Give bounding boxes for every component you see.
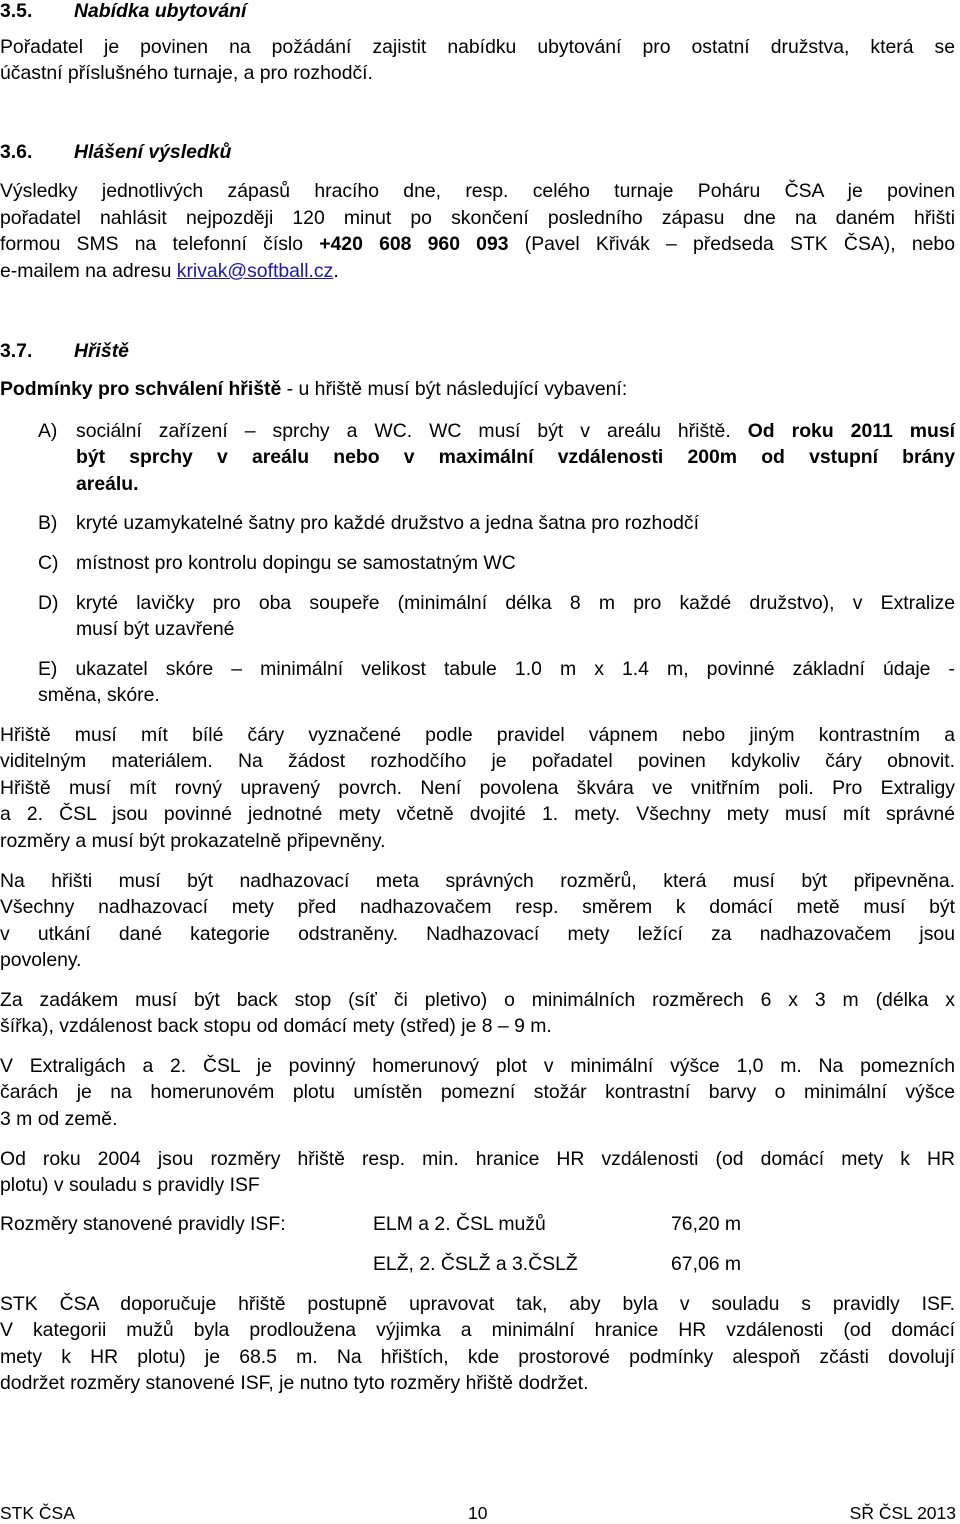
- section-title: Hlášení výsledků: [74, 141, 232, 163]
- item-e-line: směna, skóre.: [38, 684, 160, 706]
- item-a-line: být sprchy v areálu nebo v maximální vzdálenosti 200m od vstupní brány: [76, 446, 955, 468]
- item-a-line: areálu.: [76, 473, 139, 495]
- paragraph-line: viditelným materiálem. Na žádost rozhodčího je pořadatel povinen kdykoliv čáry obnovit.: [0, 750, 955, 772]
- dims-category: ELŽ, 2. ČSLŽ a 3.ČSLŽ: [373, 1253, 578, 1275]
- dims-value: 67,06 m: [671, 1253, 742, 1275]
- phone-number: +420 608 960 093: [319, 233, 509, 255]
- item-d-line: kryté lavičky pro oba soupeře (minimální délka 8 m pro každé družstvo), v Extralize: [76, 592, 955, 614]
- item-b-text: kryté uzamykatelné šatny pro každé družstvo a jedna šatna pro rozhodčí: [76, 512, 699, 534]
- footer-left: STK ČSA: [0, 1503, 75, 1523]
- text-span: .: [333, 260, 339, 282]
- section-title: Hřiště: [74, 340, 129, 362]
- item-label-d: D): [38, 592, 59, 614]
- item-label-a: A): [38, 420, 58, 442]
- dims-category: ELM a 2. ČSL mužů: [373, 1213, 546, 1235]
- paragraph-line: STK ČSA doporučuje hřiště postupně upravovat tak, aby byla v souladu s pravidly ISF.: [0, 1293, 955, 1315]
- text-span: (Pavel Křivák – předseda STK ČSA), nebo: [508, 233, 955, 255]
- paragraph-line: [0, 233, 955, 256]
- paragraph-line: 3 m od země.: [0, 1108, 118, 1130]
- dims-value: 76,20 m: [671, 1213, 742, 1235]
- paragraph-line: Všechny nadhazovací mety před nadhazovačem resp. směrem k domácí metě musí být: [0, 896, 955, 918]
- paragraph-line: Na hřišti musí být nadhazovací meta správných rozměrů, která musí být připevněna.: [0, 870, 955, 892]
- paragraph-line: Hřiště musí mít bílé čáry vyznačené podle pravidel vápnem nebo jiným kontrastním a: [0, 724, 955, 746]
- section-title: Nabídka ubytování: [74, 0, 247, 22]
- item-d-line: musí být uzavřené: [76, 618, 235, 640]
- intro-bold: Podmínky pro schválení hřiště: [0, 378, 282, 400]
- paragraph-line: šířka), vzdálenost back stopu od domácí mety (střed) je 8 – 9 m.: [0, 1015, 552, 1037]
- intro-line: [0, 378, 627, 401]
- section-number: 3.5.: [0, 0, 33, 22]
- text-span: sociální zařízení – sprchy a WC. WC musí být v areálu hřiště.: [76, 420, 748, 442]
- paragraph-line: Pořadatel je povinen na požádání zajistit nabídku ubytování pro ostatní družstva, která se: [0, 36, 955, 58]
- dims-label: Rozměry stanovené pravidly ISF:: [0, 1213, 286, 1235]
- paragraph-line: Za zadákem musí být back stop (síť či pletivo) o minimálních rozměrech 6 x 3 m (délka x: [0, 989, 955, 1011]
- footer-page-number: 10: [468, 1503, 488, 1523]
- intro-rest: - u hřiště musí být následující vybavení:: [281, 378, 628, 400]
- section-heading-3-6: [0, 141, 231, 164]
- section-heading-3-5: [0, 0, 246, 23]
- email-link[interactable]: krivak@softball.cz: [176, 260, 334, 282]
- text-span-bold: Od roku 2011 musí: [747, 420, 955, 442]
- section-heading-3-7: [0, 340, 129, 363]
- paragraph-line: a 2. ČSL jsou povinné jednotné mety včetně dvojité 1. mety. Všechny mety musí mít správné: [0, 803, 955, 825]
- paragraph-line: Hřiště musí mít rovný upravený povrch. Není povolena škvára ve vnitřním poli. Pro Extraligy: [0, 777, 955, 799]
- paragraph-line: Od roku 2004 jsou rozměry hřiště resp. min. hranice HR vzdálenosti (od domácí mety k HR: [0, 1148, 955, 1170]
- paragraph-line: V Extraligách a 2. ČSL je povinný homerunový plot v minimální výšce 1,0 m. Na pomezních: [0, 1055, 955, 1077]
- item-label-b: B): [38, 512, 58, 534]
- text-span: formou SMS na telefonní číslo: [0, 233, 320, 255]
- paragraph-line: plotu) v souladu s pravidly ISF: [0, 1174, 260, 1196]
- paragraph-line: dodržet rozměry stanovené ISF, je nutno tyto rozměry hřiště dodržet.: [0, 1372, 589, 1394]
- paragraph-line: účastní příslušného turnaje, a pro rozhodčí.: [0, 62, 373, 84]
- section-number: 3.6.: [0, 141, 33, 163]
- section-number: 3.7.: [0, 340, 33, 362]
- paragraph-line: [0, 260, 339, 283]
- paragraph-line: mety k HR plotu) je 68.5 m. Na hřištích, kde prostorové podmínky alespoň zčásti dovolují: [0, 1346, 955, 1368]
- footer-right: SŘ ČSL 2013: [849, 1503, 956, 1523]
- paragraph-line: povoleny.: [0, 949, 82, 971]
- paragraph-line: V kategorii mužů byla prodloužena výjimka a minimální hranice HR vzdálenosti (od domácí: [0, 1319, 955, 1341]
- paragraph-line: Výsledky jednotlivých zápasů hracího dne, resp. celého turnaje Poháru ČSA je povinen: [0, 180, 955, 202]
- paragraph-line: v utkání dané kategorie odstraněny. Nadhazovací mety ležící za nadhazovačem jsou: [0, 923, 955, 945]
- item-e-line: E) ukazatel skóre – minimální velikost tabule 1.0 m x 1.4 m, povinné základní údaje -: [38, 658, 955, 680]
- item-label-c: C): [38, 552, 59, 574]
- paragraph-line: rozměry a musí být prokazatelně připevněny.: [0, 830, 386, 852]
- text-span: e-mailem na adresu: [0, 260, 177, 282]
- item-a-line: [76, 420, 955, 443]
- paragraph-line: čarách je na homerunovém plotu umístěn pomezní stožár kontrastní barvy o minimální výšce: [0, 1081, 955, 1103]
- paragraph-line: pořadatel nahlásit nejpozději 120 minut po skončení posledního zápasu dne na daném hřišti: [0, 207, 955, 229]
- item-c-text: místnost pro kontrolu dopingu se samostatným WC: [76, 552, 516, 574]
